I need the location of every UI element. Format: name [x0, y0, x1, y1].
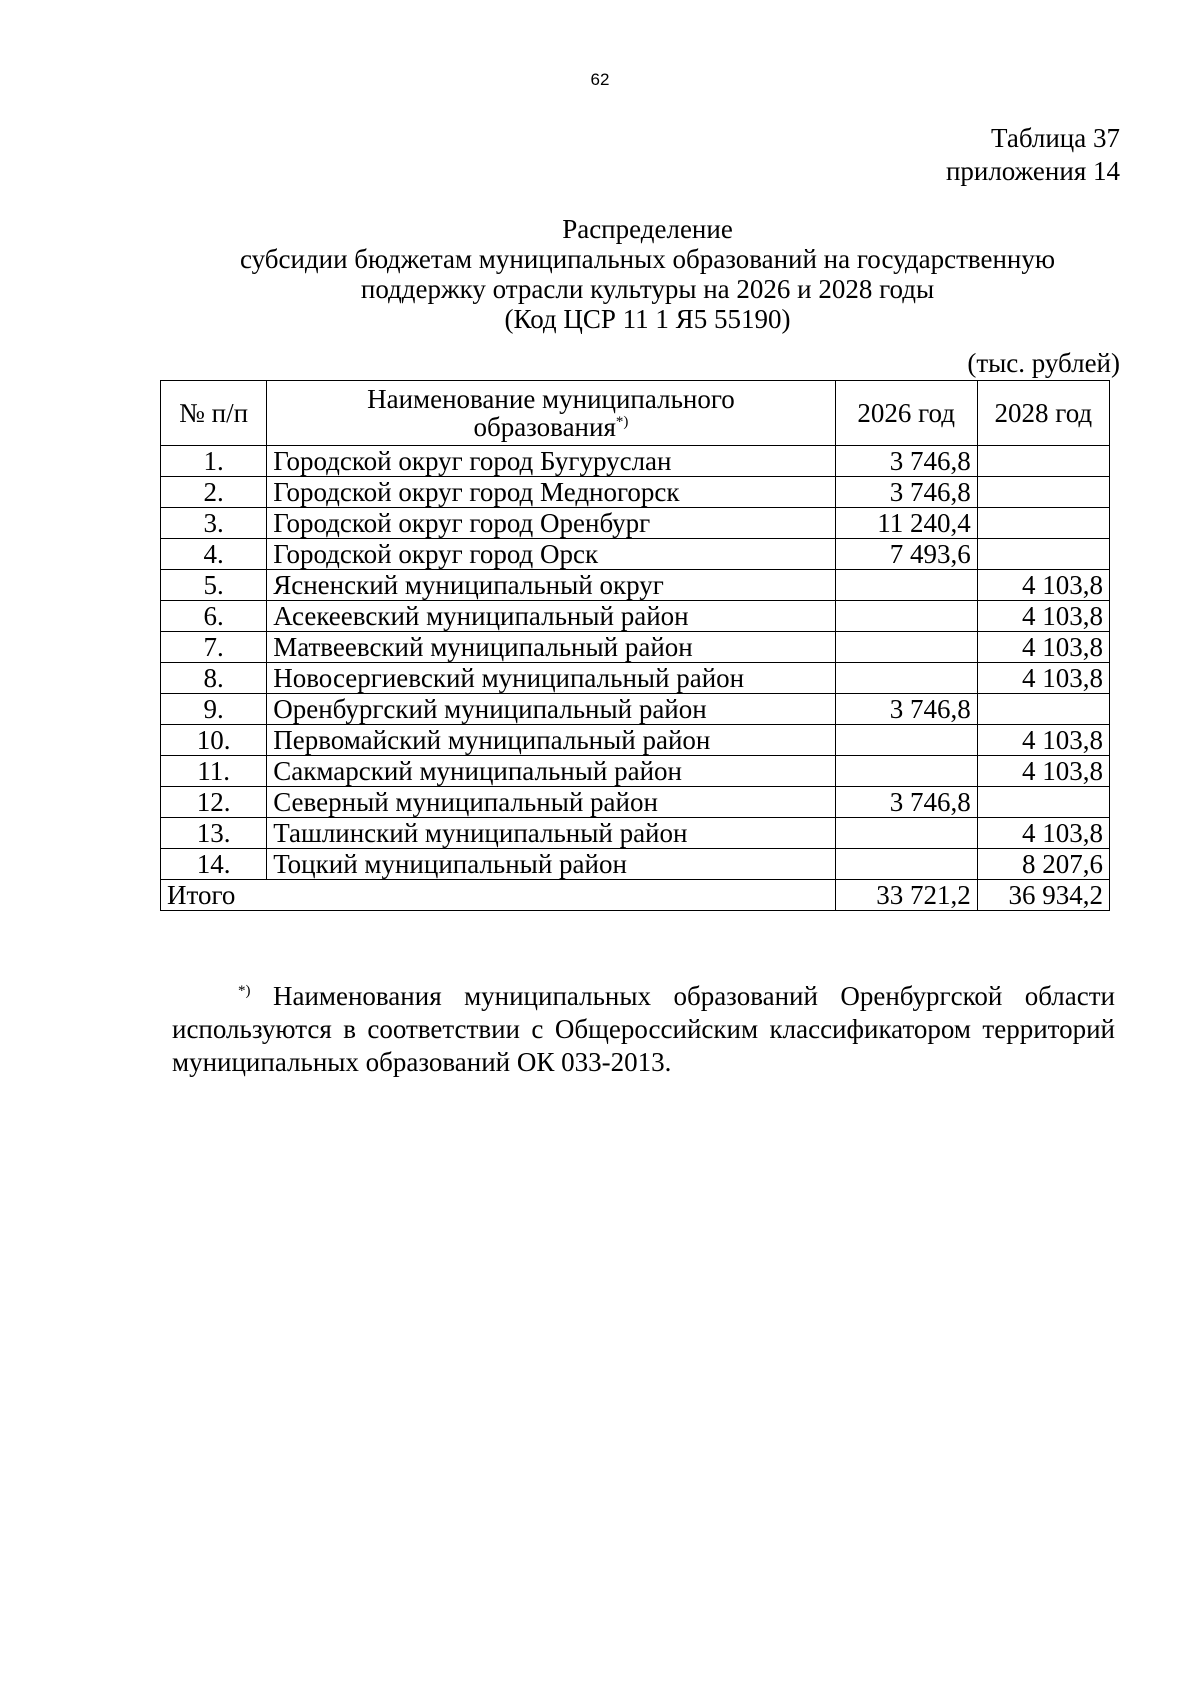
table-row — [161, 632, 1110, 663]
row-value-2028: 4 103,8 — [977, 632, 1109, 663]
row-number: 3. — [161, 508, 267, 539]
footnote — [172, 980, 1115, 1079]
distribution-table — [160, 380, 1110, 911]
table-row — [161, 446, 1110, 477]
row-number: 11. — [161, 756, 267, 787]
table-row — [161, 570, 1110, 601]
appendix-reference-line: приложения 14 — [945, 156, 1120, 186]
row-number: 6. — [161, 601, 267, 632]
header-year-2028: 2028 год — [977, 381, 1109, 446]
row-municipality: Первомайский муниципальный район — [267, 725, 835, 756]
row-number: 9. — [161, 694, 267, 725]
row-municipality: Асекеевский муниципальный район — [267, 601, 835, 632]
total-value-2028: 36 934,2 — [977, 880, 1109, 911]
row-municipality: Городской округ город Оренбург — [267, 508, 835, 539]
row-value-2026 — [835, 570, 977, 601]
table-body — [161, 446, 1110, 911]
row-value-2026 — [835, 849, 977, 880]
row-value-2028: 4 103,8 — [977, 663, 1109, 694]
page-number: 62 — [590, 70, 610, 89]
row-number: 5. — [161, 570, 267, 601]
table-row — [161, 756, 1110, 787]
table-reference-line: Таблица 37 — [991, 123, 1120, 153]
row-value-2028: 4 103,8 — [977, 601, 1109, 632]
row-value-2028: 4 103,8 — [977, 570, 1109, 601]
row-value-2026: 3 746,8 — [835, 477, 977, 508]
row-number: 12. — [161, 787, 267, 818]
header-municipality — [267, 381, 835, 446]
header-number: № п/п — [161, 381, 267, 446]
row-value-2026: 3 746,8 — [835, 446, 977, 477]
row-municipality: Северный муниципальный район — [267, 787, 835, 818]
footnote-marker: *) — [615, 414, 629, 430]
row-number: 4. — [161, 539, 267, 570]
row-value-2028 — [977, 446, 1109, 477]
header-year-2026: 2026 год — [835, 381, 977, 446]
row-value-2026 — [835, 663, 977, 694]
table-row — [161, 601, 1110, 632]
table-row — [161, 694, 1110, 725]
row-number: 13. — [161, 818, 267, 849]
total-row — [161, 880, 1110, 911]
row-value-2026: 11 240,4 — [835, 508, 977, 539]
table-row — [161, 477, 1110, 508]
row-value-2028: 4 103,8 — [977, 756, 1109, 787]
row-number: 8. — [161, 663, 267, 694]
table-row — [161, 725, 1110, 756]
title-line-2: субсидии бюджетам муниципальных образований на государственную — [239, 244, 1056, 274]
row-value-2028 — [977, 539, 1109, 570]
row-number: 14. — [161, 849, 267, 880]
row-value-2026 — [835, 632, 977, 663]
row-municipality: Оренбургский муниципальный район — [267, 694, 835, 725]
footnote-text: Наименования муниципальных образований Оренбургской области используются в соответствии с Общероссийским классификатором территорий муниципальных образований ОК 033-2013. — [172, 981, 1115, 1077]
title-line-1: Распределение — [562, 214, 733, 244]
row-municipality: Сакмарский муниципальный район — [267, 756, 835, 787]
row-value-2026 — [835, 756, 977, 787]
row-value-2026 — [835, 818, 977, 849]
units-label: (тыс. рублей) — [967, 348, 1120, 378]
row-number: 7. — [161, 632, 267, 663]
table-row — [161, 508, 1110, 539]
row-municipality: Городской округ город Бугуруслан — [267, 446, 835, 477]
row-municipality: Городской округ город Медногорск — [267, 477, 835, 508]
row-number: 10. — [161, 725, 267, 756]
total-label: Итого — [161, 880, 836, 911]
title-line-3: поддержку отрасли культуры на 2026 и 2028 годы — [360, 274, 935, 304]
row-municipality: Городской округ город Орск — [267, 539, 835, 570]
row-municipality: Ясненский муниципальный округ — [267, 570, 835, 601]
row-value-2026: 7 493,6 — [835, 539, 977, 570]
footnote-mark: *) — [238, 983, 251, 999]
row-value-2028: 4 103,8 — [977, 818, 1109, 849]
header-municipality-line-1: Наименование муниципального — [367, 384, 735, 414]
row-value-2028: 4 103,8 — [977, 725, 1109, 756]
total-value-2026: 33 721,2 — [835, 880, 977, 911]
row-value-2026: 3 746,8 — [835, 694, 977, 725]
row-number: 2. — [161, 477, 267, 508]
row-municipality: Ташлинский муниципальный район — [267, 818, 835, 849]
table-reference — [946, 122, 1120, 188]
header-municipality-line-2 — [273, 413, 828, 441]
header-municipality-text: образования — [473, 412, 616, 442]
row-value-2026: 3 746,8 — [835, 787, 977, 818]
row-municipality: Новосергиевский муниципальный район — [267, 663, 835, 694]
document-title — [160, 214, 1135, 334]
row-value-2028 — [977, 508, 1109, 539]
table-row — [161, 787, 1110, 818]
table-header-row — [161, 381, 1110, 446]
row-value-2026 — [835, 725, 977, 756]
table-row — [161, 663, 1110, 694]
row-municipality: Тоцкий муниципальный район — [267, 849, 835, 880]
row-value-2028 — [977, 694, 1109, 725]
table-row — [161, 539, 1110, 570]
row-number: 1. — [161, 446, 267, 477]
title-line-4: (Код ЦСР 11 1 Я5 55190) — [504, 304, 791, 334]
table-row — [161, 818, 1110, 849]
row-value-2026 — [835, 601, 977, 632]
row-value-2028 — [977, 787, 1109, 818]
table-row — [161, 849, 1110, 880]
row-value-2028 — [977, 477, 1109, 508]
row-value-2028: 8 207,6 — [977, 849, 1109, 880]
row-municipality: Матвеевский муниципальный район — [267, 632, 835, 663]
